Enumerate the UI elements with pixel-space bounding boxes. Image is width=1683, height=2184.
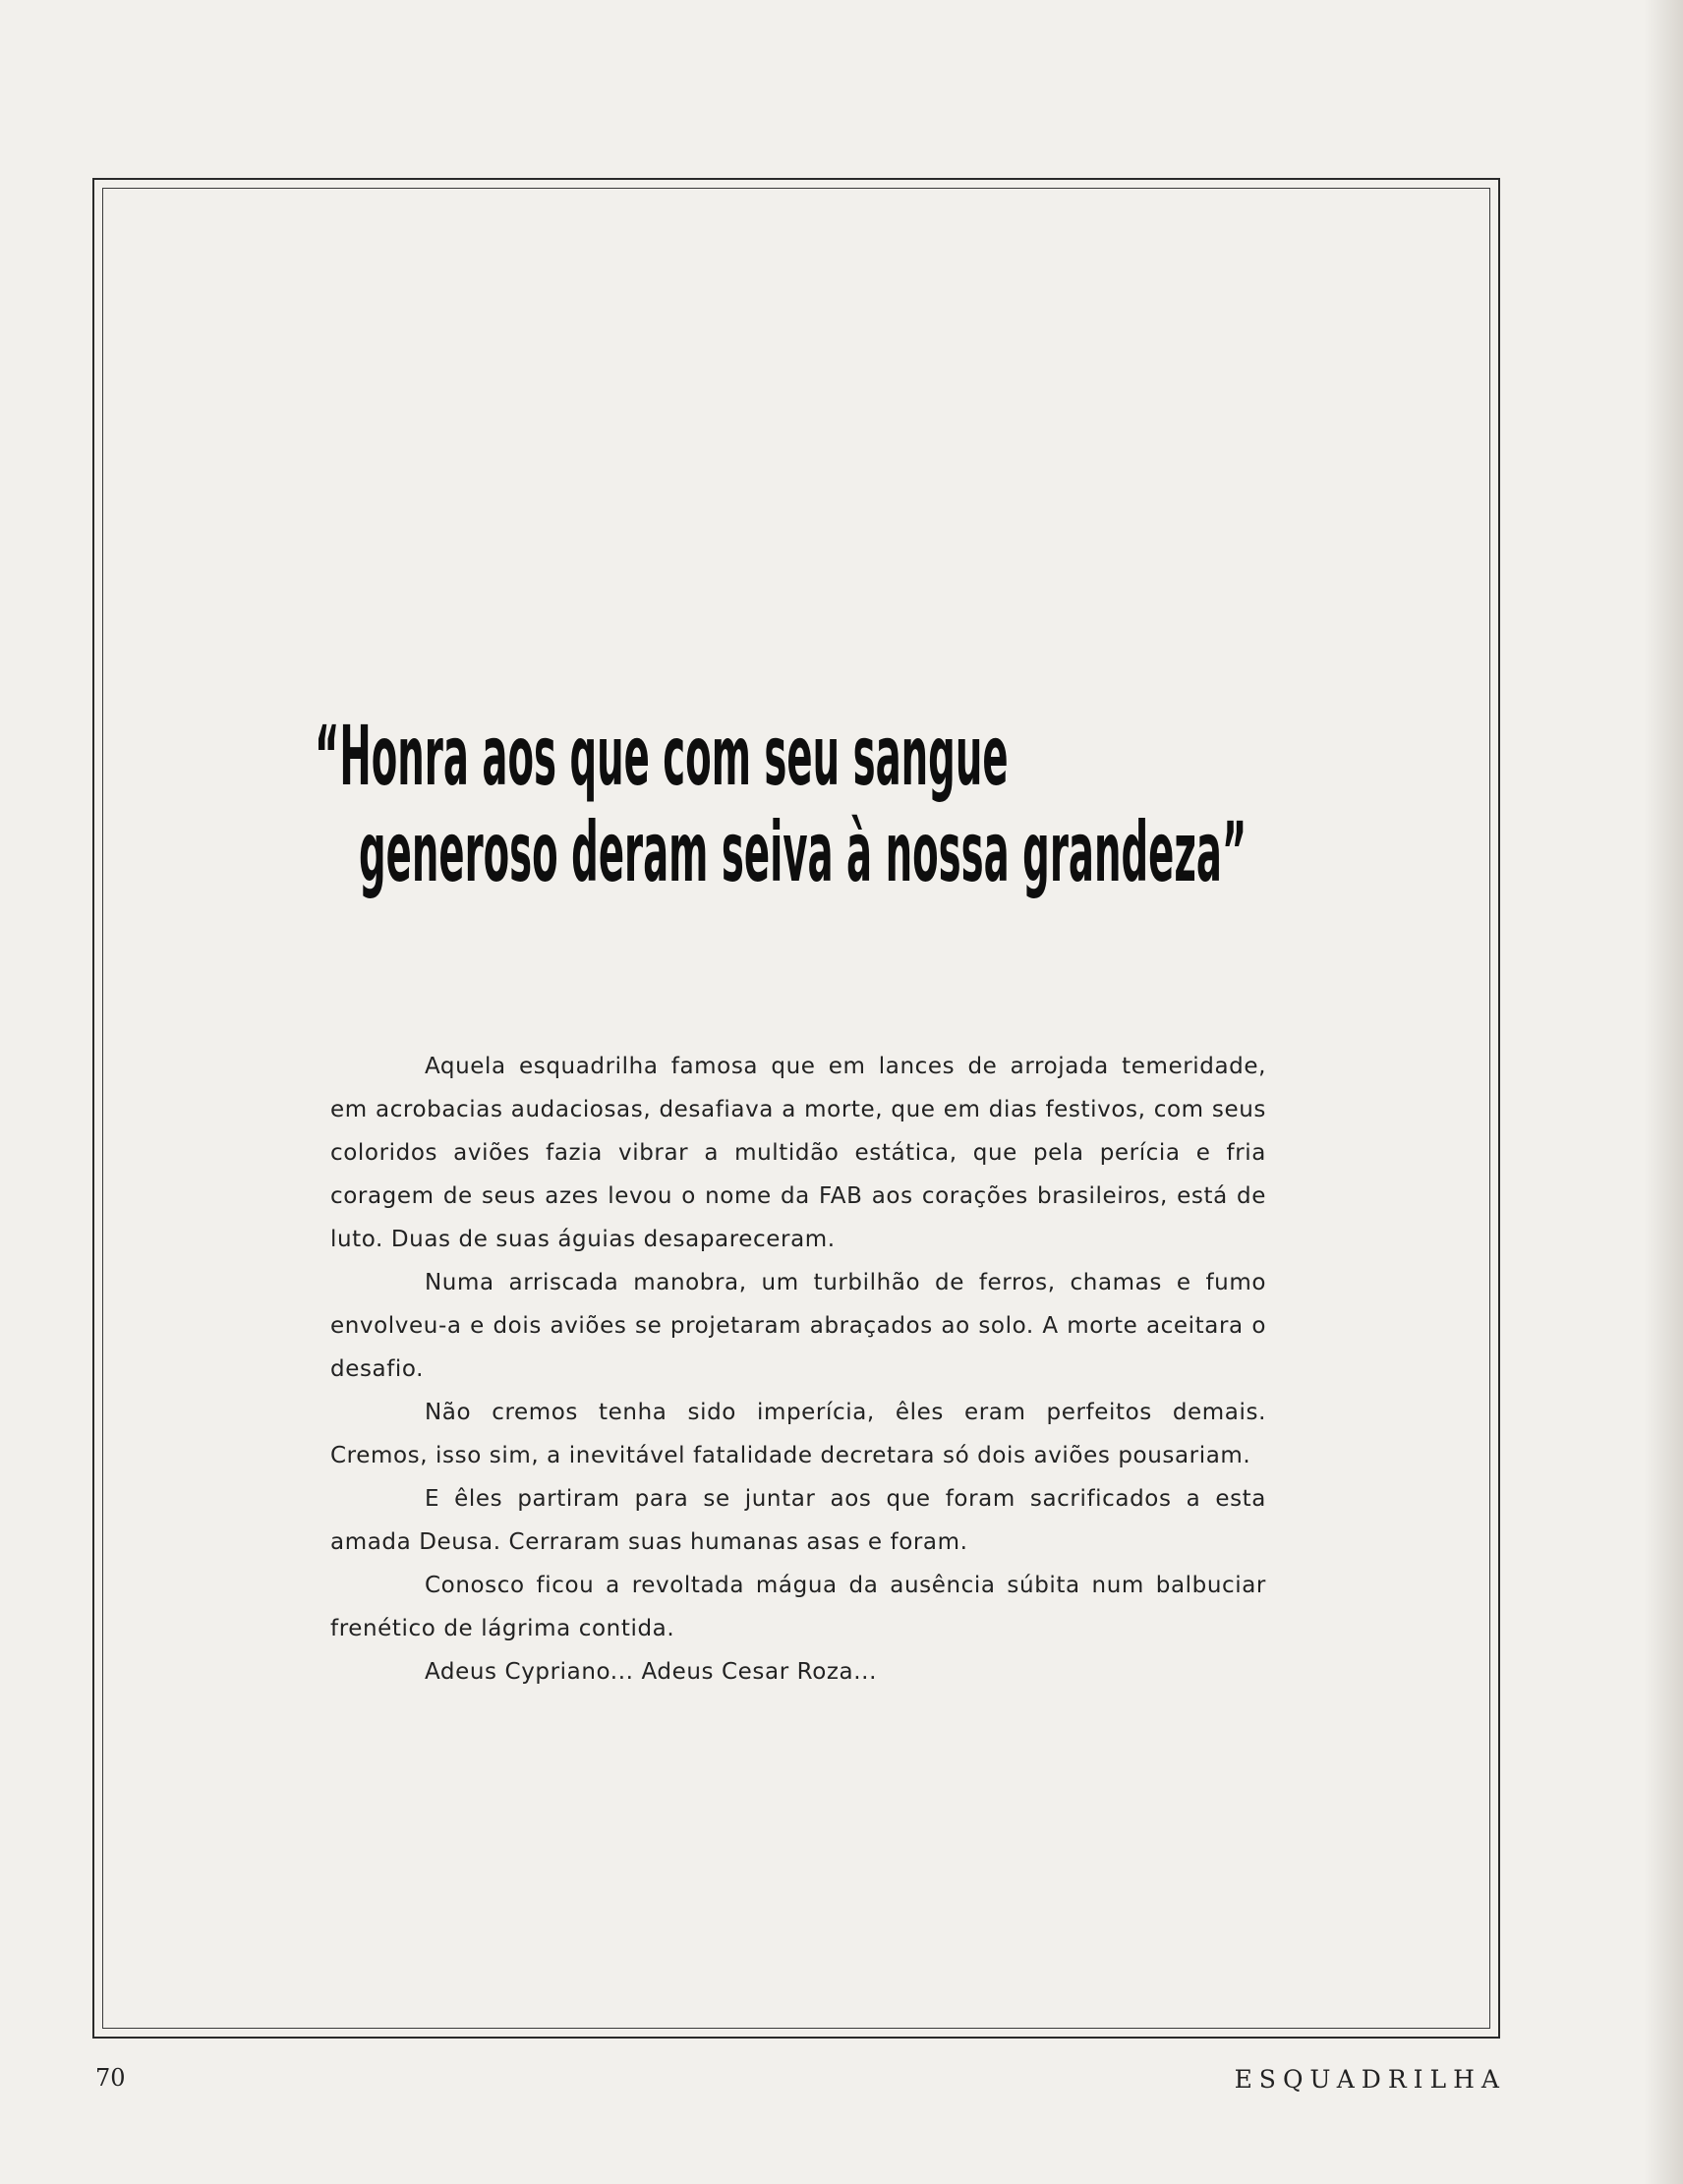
article-body	[330, 1045, 1266, 1694]
headline-line-1: “Honra aos que com seu sangue	[315, 708, 1009, 804]
paragraph: E êles partiram para se juntar aos que foram sacrificados a esta amada Deusa. Cerraram suas humanas asas e foram.	[330, 1486, 1266, 1555]
page-edge-shadow	[1644, 0, 1683, 2184]
paragraph: Adeus Cypriano... Adeus Cesar Roza...	[425, 1659, 877, 1685]
headline-quote	[315, 708, 1298, 900]
paragraph: Conosco ficou a revoltada mágua da ausência súbita num balbuciar frenético de lágrima contida.	[330, 1573, 1266, 1641]
headline-line-2: generoso deram seiva à nossa grandeza”	[359, 804, 1248, 900]
paragraph: Aquela esquadrilha famosa que em lances de arrojada temeridade, em acrobacias audaciosas, desafiava a morte, que em dias festivos, com seus coloridos aviões fazia vibrar a multidão estática, que pela perícia e fria coragem de seus azes levou o nome da FAB aos corações brasileiros, está de luto. Duas de suas águias desapareceram.	[330, 1054, 1266, 1252]
page-number: 70	[95, 2064, 126, 2092]
paragraph: Não cremos tenha sido imperícia, êles eram perfeitos demais. Cremos, isso sim, a inevitável fatalidade decretara só dois aviões pousariam.	[330, 1400, 1266, 1468]
magazine-title: ESQUADRILHA	[1234, 2065, 1506, 2094]
paragraph: Numa arriscada manobra, um turbilhão de ferros, chamas e fumo envolveu-a e dois aviões se projetaram abraçados ao solo. A morte aceitara o desafio.	[330, 1270, 1266, 1382]
